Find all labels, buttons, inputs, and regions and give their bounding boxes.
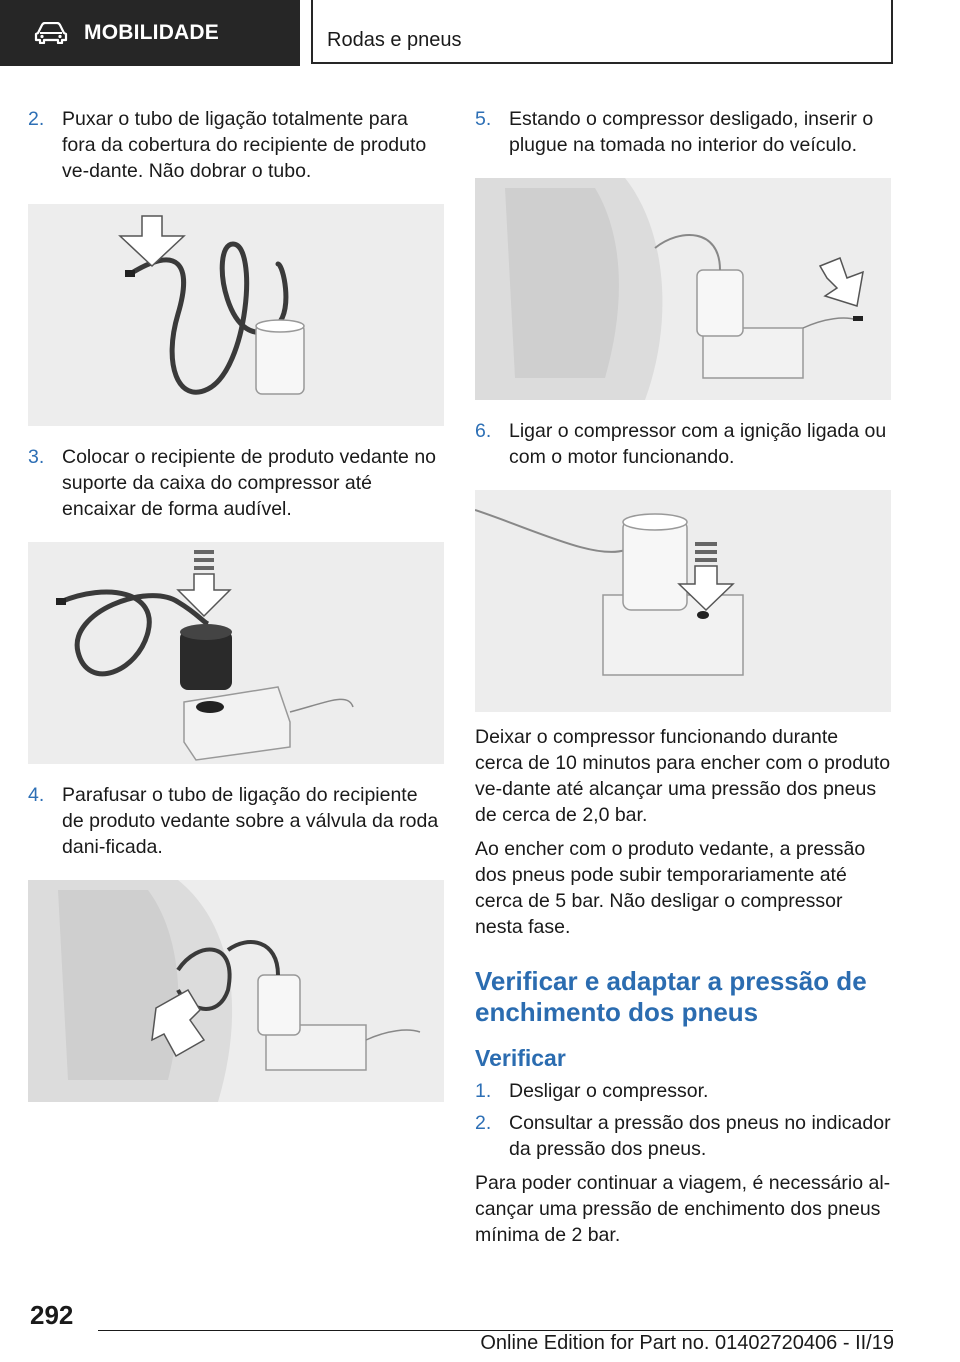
figure-pull-hose bbox=[28, 204, 444, 426]
section-title: MOBILIDADE bbox=[84, 21, 219, 44]
page-number: 292 bbox=[30, 1300, 74, 1330]
step-number: 2. bbox=[475, 1112, 492, 1134]
paragraph: Ao encher com o produto vedante, a pressão dos pneus pode subir temporariamente até cerca de 5 bar. Não desligar o compressor nesta fase. bbox=[475, 838, 866, 938]
step-text: Ligar o compressor com a ignição ligada ou com o motor funcionando. bbox=[509, 420, 887, 468]
chapter-title: Rodas e pneus bbox=[327, 29, 462, 51]
step-text: Consultar a pressão dos pneus no indicador da pressão dos pneus. bbox=[509, 1112, 891, 1160]
car-icon bbox=[34, 22, 68, 44]
figure-start-compressor bbox=[475, 490, 891, 712]
left-column bbox=[28, 96, 444, 1102]
step-number: 4. bbox=[28, 784, 45, 806]
page-header bbox=[0, 0, 960, 66]
subsection-heading: Verificar bbox=[475, 1045, 566, 1071]
step-number: 1. bbox=[475, 1080, 492, 1102]
step-text: Colocar o recipiente de produto vedante no suporte da caixa do compressor até encaixar de forma audível. bbox=[62, 446, 437, 520]
step-item bbox=[475, 106, 891, 158]
step-item bbox=[28, 444, 444, 522]
step-text: Estando o compressor desligado, inserir o plugue na tomada no interior do veículo. bbox=[509, 108, 874, 156]
step-text: Parafusar o tubo de ligação do recipiente de produto vedante sobre a válvula da roda dani-ficada. bbox=[62, 784, 439, 858]
step-item bbox=[28, 782, 444, 860]
step-item bbox=[475, 418, 891, 470]
step-text: Puxar o tubo de ligação totalmente para fora da cobertura do recipiente de produto ve-dante. Não dobrar o tubo. bbox=[62, 108, 427, 182]
figure-insert-container bbox=[28, 542, 444, 764]
paragraph: Para poder continuar a viagem, é necessário al-cançar uma pressão de enchimento dos pneus mínima de 2 bar. bbox=[475, 1172, 891, 1246]
footer-divider bbox=[98, 1330, 893, 1331]
step-item bbox=[475, 1110, 891, 1162]
step-number: 2. bbox=[28, 108, 45, 130]
figure-attach-valve bbox=[28, 880, 444, 1102]
chapter-tab bbox=[311, 0, 893, 64]
step-item bbox=[28, 106, 444, 184]
section-tab bbox=[0, 0, 300, 66]
figure-plug-socket bbox=[475, 178, 891, 400]
edition-note: Online Edition for Part no. 01402720406 - II/19 bbox=[480, 1332, 894, 1354]
section-heading: Verificar e adaptar a pressão de enchimento dos pneus bbox=[475, 966, 867, 1027]
right-column bbox=[475, 96, 891, 1256]
step-text: Desligar o compressor. bbox=[509, 1080, 709, 1102]
paragraph: Deixar o compressor funcionando durante cerca de 10 minutos para encher com o produto ve-dante até alcançar uma pressão dos pneus de cerca de 2,0 bar. bbox=[475, 726, 891, 826]
step-number: 5. bbox=[475, 108, 492, 130]
step-item bbox=[475, 1078, 891, 1104]
step-number: 6. bbox=[475, 420, 492, 442]
step-number: 3. bbox=[28, 446, 45, 468]
